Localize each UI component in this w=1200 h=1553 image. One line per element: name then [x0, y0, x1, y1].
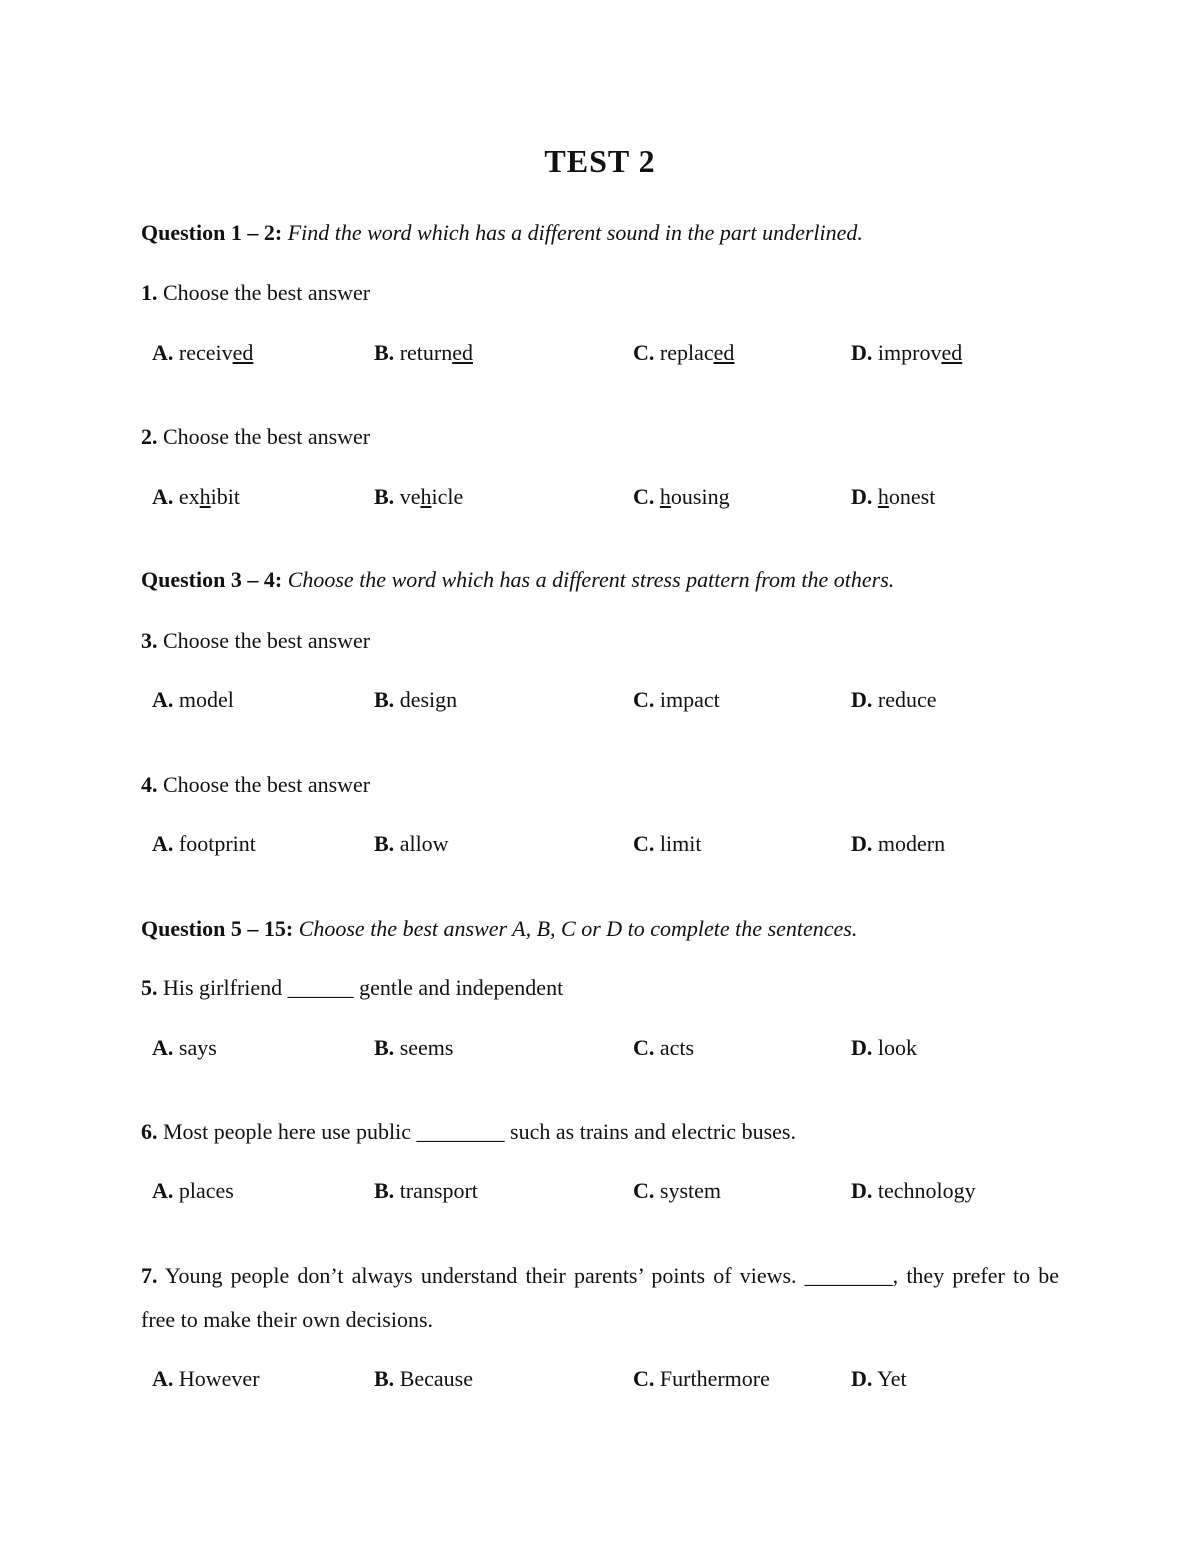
option-text: ex: [178, 484, 200, 509]
option-letter: B.: [374, 1366, 395, 1391]
option-text: limit: [659, 831, 702, 856]
section-instruction: Choose the best answer A, B, C or D to complete the sentences.: [298, 916, 858, 941]
question-text: Most people here use public ________ such as trains and electric buses.: [163, 1119, 796, 1144]
question-number: 6.: [141, 1119, 158, 1144]
option-b[interactable]: [374, 1178, 478, 1204]
option-a[interactable]: [152, 1035, 217, 1061]
option-a[interactable]: [152, 340, 253, 366]
option-text-rest: onest: [888, 484, 936, 509]
option-text-rest: icle: [431, 484, 464, 509]
option-text: impact: [659, 687, 720, 712]
question-number: 3.: [141, 628, 158, 653]
section-instruction: Choose the word which has a different stress pattern from the others.: [287, 567, 895, 592]
option-c[interactable]: [633, 1035, 694, 1061]
question-number: 7.: [141, 1263, 158, 1288]
option-text: says: [178, 1035, 217, 1060]
section-heading: [141, 220, 863, 246]
question-stem: [141, 975, 563, 1001]
option-text: improv: [877, 340, 942, 365]
option-text: reduce: [877, 687, 937, 712]
option-d[interactable]: [851, 1366, 907, 1392]
option-c[interactable]: [633, 484, 730, 510]
option-letter: D.: [851, 340, 873, 365]
option-text: design: [399, 687, 458, 712]
option-text-rest: ibit: [210, 484, 240, 509]
question-text: Choose the best answer: [163, 628, 371, 653]
option-text: ve: [399, 484, 421, 509]
option-d[interactable]: [851, 831, 945, 857]
option-text: places: [178, 1178, 234, 1203]
option-a[interactable]: [152, 687, 234, 713]
option-text-rest: ousing: [670, 484, 730, 509]
option-letter: B.: [374, 340, 395, 365]
option-d[interactable]: [851, 340, 962, 366]
option-d[interactable]: [851, 484, 935, 510]
section-label: Question 3 – 4:: [141, 567, 283, 592]
question-stem: [141, 772, 370, 798]
option-text: model: [178, 687, 234, 712]
option-text: acts: [659, 1035, 695, 1060]
option-letter: B.: [374, 484, 395, 509]
section-heading: [141, 567, 894, 593]
option-text: transport: [399, 1178, 478, 1203]
question-text: Choose the best answer: [163, 280, 371, 305]
question-text: Young people don’t always understand their parents’ points of views. ________, they prefer to be free to make their own decisions.: [141, 1263, 1059, 1332]
option-letter: C.: [633, 831, 655, 856]
option-c[interactable]: [633, 340, 734, 366]
option-d[interactable]: [851, 687, 937, 713]
section-label: Question 5 – 15:: [141, 916, 294, 941]
option-letter: B.: [374, 831, 395, 856]
option-d[interactable]: [851, 1035, 917, 1061]
option-a[interactable]: [152, 484, 240, 510]
option-a[interactable]: [152, 1366, 260, 1392]
question-number: 5.: [141, 975, 158, 1000]
option-text: seems: [399, 1035, 454, 1060]
section-instruction: Find the word which has a different sound in the part underlined.: [287, 220, 863, 245]
option-a[interactable]: [152, 831, 256, 857]
option-letter: A.: [152, 1366, 174, 1391]
underlined-part: ed: [232, 340, 254, 365]
option-letter: C.: [633, 340, 655, 365]
option-letter: D.: [851, 484, 873, 509]
option-text: Because: [399, 1366, 473, 1391]
page-title: TEST 2: [544, 143, 656, 179]
option-text: Furthermore: [659, 1366, 770, 1391]
option-b[interactable]: [374, 1035, 453, 1061]
option-c[interactable]: [633, 1178, 721, 1204]
option-letter: B.: [374, 687, 395, 712]
option-letter: C.: [633, 484, 655, 509]
option-letter: A.: [152, 1035, 174, 1060]
option-b[interactable]: [374, 484, 463, 510]
underlined-part: h: [877, 484, 889, 509]
underlined-part: ed: [713, 340, 735, 365]
option-letter: A.: [152, 340, 174, 365]
option-text: allow: [399, 831, 449, 856]
option-letter: D.: [851, 1035, 873, 1060]
option-b[interactable]: [374, 831, 449, 857]
option-letter: A.: [152, 687, 174, 712]
option-a[interactable]: [152, 1178, 234, 1204]
option-letter: A.: [152, 1178, 174, 1203]
question-stem: [141, 1119, 796, 1145]
option-b[interactable]: [374, 687, 457, 713]
option-text: receiv: [178, 340, 233, 365]
option-letter: D.: [851, 831, 873, 856]
underlined-part: h: [420, 484, 432, 509]
section-label: Question 1 – 2:: [141, 220, 283, 245]
option-letter: C.: [633, 1178, 655, 1203]
option-d[interactable]: [851, 1178, 976, 1204]
option-letter: C.: [633, 1035, 655, 1060]
option-letter: A.: [152, 484, 174, 509]
option-letter: D.: [851, 1178, 873, 1203]
option-text: replac: [659, 340, 714, 365]
question-number: 2.: [141, 424, 158, 449]
option-c[interactable]: [633, 1366, 770, 1392]
option-letter: C.: [633, 687, 655, 712]
option-b[interactable]: [374, 1366, 473, 1392]
option-text: system: [659, 1178, 722, 1203]
option-text: footprint: [178, 831, 256, 856]
option-letter: D.: [851, 687, 873, 712]
option-letter: D.: [851, 1366, 873, 1391]
underlined-part: ed: [941, 340, 963, 365]
question-text: Choose the best answer: [163, 772, 371, 797]
option-text: technology: [877, 1178, 976, 1203]
option-letter: B.: [374, 1035, 395, 1060]
question-text: His girlfriend ______ gentle and independent: [163, 975, 564, 1000]
underlined-part: h: [199, 484, 211, 509]
underlined-part: h: [659, 484, 671, 509]
question-stem: [141, 280, 370, 306]
option-letter: A.: [152, 831, 174, 856]
question-stem: [141, 424, 370, 450]
option-text: return: [399, 340, 453, 365]
option-text: Yet: [877, 1366, 907, 1391]
question-number: 4.: [141, 772, 158, 797]
underlined-part: ed: [452, 340, 473, 365]
section-heading: [141, 916, 857, 942]
question-number: 1.: [141, 280, 158, 305]
option-letter: B.: [374, 1178, 395, 1203]
option-text: look: [877, 1035, 918, 1060]
question-stem: [141, 628, 370, 654]
option-b[interactable]: [374, 340, 473, 366]
option-letter: C.: [633, 1366, 655, 1391]
option-c[interactable]: [633, 831, 701, 857]
question-stem: [141, 1254, 1059, 1342]
option-text: However: [178, 1366, 260, 1391]
option-c[interactable]: [633, 687, 720, 713]
option-text: modern: [877, 831, 946, 856]
question-text: Choose the best answer: [163, 424, 371, 449]
